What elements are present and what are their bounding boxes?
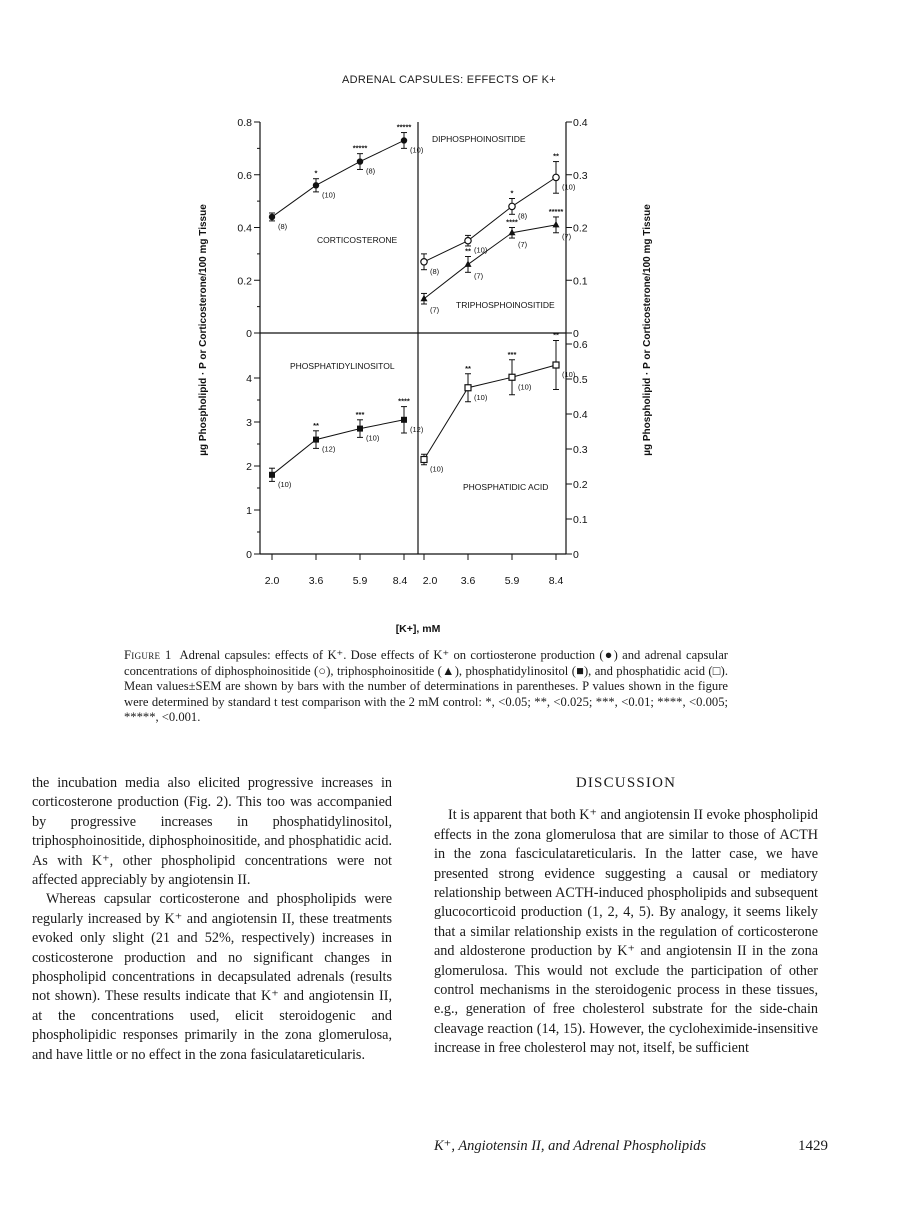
data-marker [465, 237, 471, 243]
right-bottom-axis-tick-label: 0 [573, 549, 579, 561]
caption-text: Adrenal capsules: effects of K⁺. Dose effects of K⁺ on cortiosterone production (●) and adrenal capsular concentrations of diphosphoinositide (○), triphosphoinositide (▲), phosphatidylinositol (■), and phosphatidic acid (□). Mean values±SEM are shown by bars with the number of determinations in parentheses. P values shown in the figure were determined by standard t test comparison with the 2 mM control: *, <0.05; **, <0.025; ***, <0.01; ****, <0.005; *****, <0.001. [124, 648, 728, 725]
paragraph: the incubation media also elicited progressive increases in corticosterone production (Fig. 2). This too was accompanied by progressive increases in phosphatidylinositol, triphosphoinositide, diphosphoinositide, and phosphatidic acid. As with K⁺, other phospholipid concentrations were not affected appreciably by angiotensin II. [32, 775, 392, 889]
n-label: (10) [410, 145, 424, 155]
figure-caption [124, 648, 728, 726]
panel-label-phosphatidic-acid: PHOSPHATIDIC ACID [463, 482, 549, 492]
right-bottom-axis-tick-label: 0.2 [573, 479, 588, 491]
significance-label: ***** [352, 143, 368, 153]
data-marker [553, 174, 559, 180]
left-top-axis-tick-label: 0.6 [237, 169, 252, 182]
n-label: (8) [278, 221, 288, 231]
left-bottom-axis-tick-label: 0 [246, 549, 252, 561]
data-point [421, 259, 427, 265]
data-point [313, 437, 319, 443]
significance-label: ** [553, 330, 559, 340]
data-point [269, 472, 275, 478]
significance-label: ***** [548, 206, 564, 216]
n-label: (8) [430, 266, 440, 276]
y-axis-label-right: µg Phospholipid · P or Corticosterone/100 mg Tissue [642, 204, 653, 456]
y-axis-label-left: µg Phospholipid · P or Corticosterone/100 mg Tissue [198, 204, 209, 456]
data-point [509, 374, 515, 380]
data-point [553, 221, 560, 228]
left-top-axis-tick-label: 0.4 [237, 222, 252, 235]
data-marker [509, 203, 515, 209]
significance-label: ** [313, 420, 319, 430]
n-label: (12) [410, 424, 424, 434]
left-bottom-axis-tick-label: 1 [246, 505, 252, 517]
data-marker [313, 437, 319, 443]
x-tick-label: 5.9 [352, 575, 368, 587]
significance-label: ** [465, 246, 471, 256]
data-marker [401, 417, 407, 423]
data-point [509, 203, 515, 209]
right-bottom-axis-tick-label: 0.6 [573, 339, 588, 351]
left-column [32, 774, 392, 1065]
n-label: (7) [518, 239, 528, 249]
caption-label: Figure 1 [124, 648, 172, 662]
data-point [313, 182, 319, 188]
data-point [553, 362, 559, 368]
series-line [424, 225, 556, 299]
axis-ticks [237, 117, 587, 587]
left-bottom-axis-tick-label: 3 [246, 417, 252, 429]
significance-label: *** [507, 349, 517, 359]
left-top-axis-tick-label: 0.8 [237, 117, 252, 129]
x-tick-label: 3.6 [308, 575, 324, 587]
significance-label: ** [465, 363, 471, 373]
series-line [272, 420, 404, 475]
n-label: (10) [278, 479, 292, 489]
left-top-axis-tick-label: 0.2 [237, 275, 252, 288]
data-point [421, 457, 427, 463]
n-label: (10) [562, 370, 576, 379]
data-point [269, 214, 275, 220]
n-label: (8) [518, 211, 528, 221]
right-bottom-axis-tick-label: 0.4 [573, 409, 588, 421]
data-marker [269, 472, 275, 478]
data-marker [421, 295, 428, 302]
x-tick-label: 3.6 [460, 575, 476, 587]
data-point [465, 385, 471, 391]
significance-label: * [314, 168, 318, 178]
x-axis-label: [K+], mM [395, 623, 441, 635]
data-marker [465, 260, 472, 267]
data-point [357, 426, 363, 432]
right-top-axis-tick-label: 0.3 [573, 169, 588, 182]
n-label: (7) [474, 271, 484, 281]
data-point [401, 417, 407, 423]
data-marker [465, 385, 471, 391]
right-bottom-axis-tick-label: 0.1 [573, 514, 588, 526]
running-head: ADRENAL CAPSULES: EFFECTS OF K+ [342, 74, 556, 86]
significance-label: ** [553, 151, 559, 161]
data-marker [509, 374, 515, 380]
x-tick-label: 5.9 [504, 575, 520, 587]
n-label: (10) [562, 182, 576, 192]
n-label: (10) [322, 190, 336, 200]
n-label: (7) [562, 231, 572, 241]
series-line [424, 365, 556, 460]
significance-label: ***** [396, 122, 412, 132]
data-point [465, 260, 472, 267]
left-bottom-axis-tick-label: 2 [246, 461, 252, 473]
footer-title: K⁺, Angiotensin II, and Adrenal Phospholipids [434, 1138, 707, 1154]
n-label: (10) [474, 245, 488, 255]
paragraph: Whereas capsular corticosterone and phospholipids were regularly increased by K⁺ and angiotensin II, these treatments evoked only slight (21 and 52%, respectively) increases in costicosterone production and no significant changes in phospholipid concentrations in decapsulated adrenals (results not shown). These results indicate that K⁺ and angiotensin II, at the concentrations used, elicit steroidogenic and phospholipidic responses primarily in the zona glomerulosa, and have little or no effect in the zona fasiculatareticularis. [32, 891, 392, 1063]
n-label: (7) [430, 305, 440, 315]
page-number: 1429 [798, 1138, 828, 1154]
data-marker [553, 221, 560, 228]
data-point [465, 237, 471, 243]
left-top-axis-tick-label: 0 [246, 328, 252, 340]
panel-label-diphosphoinositide: DIPHOSPHOINOSITIDE [432, 134, 526, 144]
data-marker [357, 158, 363, 164]
right-top-axis-tick-label: 0.4 [573, 117, 588, 129]
n-label: (10) [474, 392, 488, 402]
significance-label: **** [398, 396, 410, 406]
right-top-axis-tick-label: 0.2 [573, 222, 588, 235]
page-footer [434, 1138, 828, 1155]
data-marker [357, 426, 363, 432]
data-point [421, 295, 428, 302]
right-column [434, 774, 818, 1059]
data-point [553, 174, 559, 180]
x-tick-label: 8.4 [392, 575, 408, 587]
data-marker [401, 137, 407, 143]
data-marker [421, 457, 427, 463]
data-marker [313, 182, 319, 188]
series-line [272, 140, 404, 216]
significance-label: **** [506, 217, 518, 227]
data-marker [421, 259, 427, 265]
significance-label: * [510, 188, 514, 198]
panel-label-corticosterone: CORTICOSTERONE [317, 235, 398, 245]
n-label: (10) [366, 433, 380, 443]
panel-label-phosphatidylinositol: PHOSPHATIDYLINOSITOL [290, 361, 395, 371]
left-bottom-axis-tick-label: 4 [246, 373, 252, 385]
significance-label: *** [355, 409, 365, 419]
n-label: (10) [518, 382, 532, 392]
data-marker [553, 362, 559, 368]
paragraph: It is apparent that both K⁺ and angiotensin II evoke phospholipid effects in the zona glomerulosa that are similar to those of ACTH in the zona fasciculatareticularis. In the latter case, we have presented strong evidence suggesting a causal or mediatory relationship between ACTH-induced phospholipids and subsequent glucocorticoid production (1, 2, 4, 5). By analogy, it seems likely that a similar relationship exists in the regulation of corticosterone and aldosterone production by K⁺ and angiotensin II in the zona glomerulosa. This would not exclude the participation of other control mechanisms in the steroidogenic process in these tissues, e.g., generation of free cholesterol substrate for the side-chain cleavage reaction (14, 15). However, the cycloheximide-insensitive increase in free cholesterol may not, itself, be sufficient [434, 807, 818, 1057]
panel-label-triphosphoinositide: TRIPHOSPHOINOSITIDE [456, 300, 555, 310]
n-label: (12) [322, 444, 336, 454]
x-tick-label: 2.0 [422, 575, 438, 587]
right-top-axis-tick-label: 0.1 [573, 275, 588, 288]
x-tick-label: 8.4 [548, 575, 564, 587]
data-marker [269, 214, 275, 220]
data-point [401, 137, 407, 143]
right-bottom-axis-tick-label: 0.3 [573, 444, 588, 456]
x-tick-label: 2.0 [264, 575, 280, 587]
data-point [357, 158, 363, 164]
n-label: (10) [430, 464, 444, 474]
right-bottom-axis-tick-label: 0.5 [573, 374, 588, 386]
section-heading-discussion: DISCUSSION [575, 775, 677, 791]
n-label: (8) [366, 166, 376, 176]
right-top-axis-tick-label: 0 [573, 328, 579, 340]
